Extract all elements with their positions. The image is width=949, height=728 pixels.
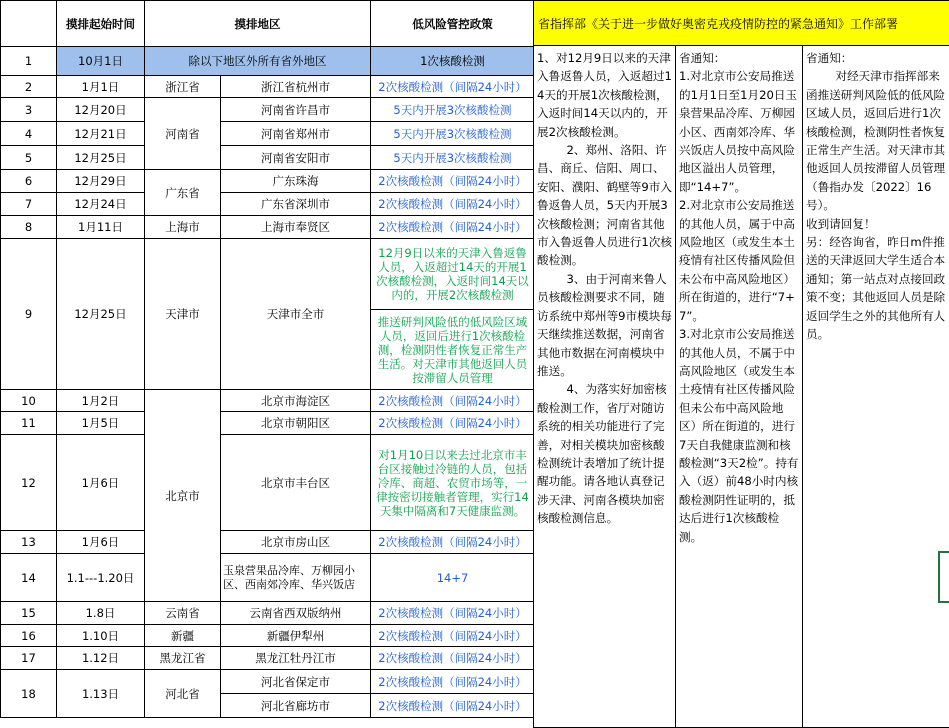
row-number: 1: [1, 47, 57, 76]
row-number: 12: [1, 435, 57, 531]
start-date: 12月21日: [57, 122, 145, 146]
header-policy: 低风险管控政策: [371, 1, 535, 47]
notice-panel-1: 1、对12月9日以来的天津入鲁返鲁人员，入返超过14天的开展1次核酸检测，入返时间14天以内的，开展2次核酸检测。 2、郑州、洛阳、许昌、商丘、信阳、周口、安阳、濮阳、鹤壁等9市入鲁返鲁人员，5天内开展3次核酸检测；河南省其他市入鲁返鲁人员进行1次核酸检测。 3、由于河南来鲁人员核酸检测要求不同，随访系统中郑州等9市模块每天继续推送数据，河南省其他市数据在河南模块中推送。 4、为落实好加密核酸检测工作，省厅对随访系统的相关功能进行了完善，对相关模块加密核酸检测统计表增加了统计提醒功能。请各地认真登记涉天津、河南各模块加密核酸检测信息。: [533, 45, 676, 728]
table-row: [1, 98, 535, 122]
row-number: 11: [1, 412, 57, 435]
city-cell: 广东省深圳市: [221, 193, 371, 216]
province-cell: 天津市: [145, 239, 221, 390]
row-number: 4: [1, 122, 57, 146]
notice-panel-3: 省通知： 对经天津市指挥部来函推送研判风险低的低风险区域人员，返回后进行1次核酸检测，检测阴性者恢复正常生产生活。对天津市其他返回人员按滞留人员管理（鲁指办发〔2022〕16号）。 收到请回复！ 另：经咨询省，昨日m件推送的天津返回大学生适合本通知；第一站点对点接回政策不变；其他返回人员是除返回学生之外的其他所有人员。: [802, 45, 949, 728]
table-row: [1, 122, 535, 146]
row-number: 13: [1, 531, 57, 554]
city-cell: 天津市全市: [221, 239, 371, 390]
table-row: [1, 625, 535, 647]
policy-cell: 5天内开展3次核酸检测: [371, 98, 535, 122]
row-number: 9: [1, 239, 57, 390]
table-row: [1, 647, 535, 670]
header-index: [1, 1, 57, 47]
policy-cell: 2次核酸检测（间隔24小时）: [371, 625, 535, 647]
row-number: 14: [1, 554, 57, 602]
row-number: 17: [1, 647, 57, 670]
city-cell: 北京市朝阳区: [221, 412, 371, 435]
start-date: 12月29日: [57, 170, 145, 193]
start-date: 1月1日: [57, 76, 145, 98]
row-number: 5: [1, 146, 57, 170]
policy-cell: 2次核酸检测（间隔24小时）: [371, 76, 535, 98]
table-row: [1, 193, 535, 216]
table-row: [1, 76, 535, 98]
start-date: 12月20日: [57, 98, 145, 122]
policy-cell: 2次核酸检测（间隔24小时）: [371, 390, 535, 412]
city-cell: 河南省安阳市: [221, 146, 371, 170]
province-cell: 北京市: [145, 390, 221, 602]
header-row: [1, 1, 535, 47]
row-number: 16: [1, 625, 57, 647]
selected-cell-indicator[interactable]: [938, 551, 949, 603]
row-number: 15: [1, 602, 57, 625]
city-cell: 广东珠海: [221, 170, 371, 193]
city-cell: 云南省西双版纳州: [221, 602, 371, 625]
policy-cell: 2次核酸检测（间隔24小时）: [371, 193, 535, 216]
start-date: 1.12日: [57, 647, 145, 670]
start-date: 1月11日: [57, 216, 145, 239]
province-cell: 新疆: [145, 625, 221, 647]
city-cell: 新疆伊犁州: [221, 625, 371, 647]
row-number: 10: [1, 390, 57, 412]
table-row: [1, 602, 535, 625]
province-cell: 河南省: [145, 98, 221, 170]
policy-cell: 2次核酸检测（间隔24小时）: [371, 647, 535, 670]
header-start-time: 摸排起始时间: [57, 1, 145, 47]
table-row: [1, 554, 535, 602]
table-row: [1, 170, 535, 193]
row-number: 8: [1, 216, 57, 239]
policy-cell: 对1月10日以来去过北京市丰台区接触过冷链的人员，包括冷库、商超、农贸市场等，一律按密切接触者管理，实行14天集中隔离和7天健康监测。: [371, 435, 535, 531]
city-cell: 北京市房山区: [221, 531, 371, 554]
table-row: [1, 412, 535, 435]
start-date: 12月25日: [57, 239, 145, 390]
city-cell: 河南省许昌市: [221, 98, 371, 122]
notice-panel-2: 省通知： 1.对北京市公安局推送的1月1日至1月20日玉泉营果品冷库、万柳园小区、西南郊冷库、华兴饭店人员按中高风险地区溢出人员管理，即“14+7”。 2.对北京市公安局推送的其他人员，属于中高风险地区（或发生本土疫情有社区传播风险但未公布中高风险地区）所在街道的，进行“7+7”。 3.对北京市公安局推送的其他人员，不属于中高风险地区（或发生本土疫情有社区传播风险但未公布中高风险地区）所在街道的，进行7天自我健康监测和核酸检测“3天2检”。持有入（返）前48小时内核酸检测阴性证明的，抵达后进行1次核酸检测。: [675, 45, 803, 728]
start-date: 10月1日: [57, 47, 145, 76]
start-date: 1月2日: [57, 390, 145, 412]
row-number: 6: [1, 170, 57, 193]
city-cell: 河北省保定市: [221, 670, 371, 694]
city-cell: 北京市海淀区: [221, 390, 371, 412]
start-date: 12月25日: [57, 146, 145, 170]
province-cell: 上海市: [145, 216, 221, 239]
policy-cell: 5天内开展3次核酸检测: [371, 146, 535, 170]
start-date: 1月5日: [57, 412, 145, 435]
table-row: [1, 670, 535, 694]
policy-cell: 12月9日以来的天津入鲁返鲁人员，入返超过14天的开展1次核酸检测，入返时间14天以内的，开展2次核酸检测: [371, 239, 535, 310]
policy-cell: 2次核酸检测（间隔24小时）: [371, 216, 535, 239]
policy-cell: 2次核酸检测（间隔24小时）: [371, 694, 535, 718]
city-cell: 北京市丰台区: [221, 435, 371, 531]
start-date: 1.1---1.20日: [57, 554, 145, 602]
province-cell: 黑龙江省: [145, 647, 221, 670]
city-cell: 河南省郑州市: [221, 122, 371, 146]
city-cell: 浙江省杭州市: [221, 76, 371, 98]
city-cell: 上海市奉贤区: [221, 216, 371, 239]
table-row: [1, 390, 535, 412]
start-date: 12月24日: [57, 193, 145, 216]
table-row: [1, 47, 535, 76]
policy-cell: 14+7: [371, 554, 535, 602]
row-number: 3: [1, 98, 57, 122]
header-region: 摸排地区: [145, 1, 371, 47]
table-row: [1, 435, 535, 531]
policy-cell: 2次核酸检测（间隔24小时）: [371, 602, 535, 625]
row-number: 2: [1, 76, 57, 98]
policy-cell: 2次核酸检测（间隔24小时）: [371, 670, 535, 694]
table-row: [1, 531, 535, 554]
province-cell: 浙江省: [145, 76, 221, 98]
city-cell: 黑龙江牡丹江市: [221, 647, 371, 670]
start-date: 1.10日: [57, 625, 145, 647]
policy-cell: 1次核酸检测: [371, 47, 535, 76]
start-date: 1.13日: [57, 670, 145, 718]
policy-cell: 2次核酸检测（间隔24小时）: [371, 170, 535, 193]
row-number: 7: [1, 193, 57, 216]
table-row: [1, 216, 535, 239]
province-cell: 云南省: [145, 602, 221, 625]
start-date: 1.8日: [57, 602, 145, 625]
table-row: [1, 239, 535, 310]
province-cell: 广东省: [145, 170, 221, 216]
policy-cell: 推送研判风险低的低风险区域人员，返回后进行1次核酸检测，检测阴性者恢复正常生产生活。对天津市其他返回人员按滞留人员管理: [371, 310, 535, 390]
row-number: 18: [1, 670, 57, 718]
policy-cell: 2次核酸检测（间隔24小时）: [371, 412, 535, 435]
region-cell: 除以下地区外所有省外地区: [145, 47, 371, 76]
city-cell: 河北省廊坊市: [221, 694, 371, 718]
start-date: 1月6日: [57, 531, 145, 554]
city-cell: 玉泉营果品冷库、万柳园小区、西南郊冷库、华兴饭店: [221, 554, 371, 602]
start-date: 1月6日: [57, 435, 145, 531]
policy-cell: 5天内开展3次核酸检测: [371, 122, 535, 146]
policy-cell: 2次核酸检测（间隔24小时）: [371, 531, 535, 554]
province-cell: 河北省: [145, 670, 221, 718]
table-row: [1, 146, 535, 170]
deployment-title: 省指挥部《关于进一步做好奥密克戎疫情防控的紧急通知》工作部署: [533, 0, 949, 46]
